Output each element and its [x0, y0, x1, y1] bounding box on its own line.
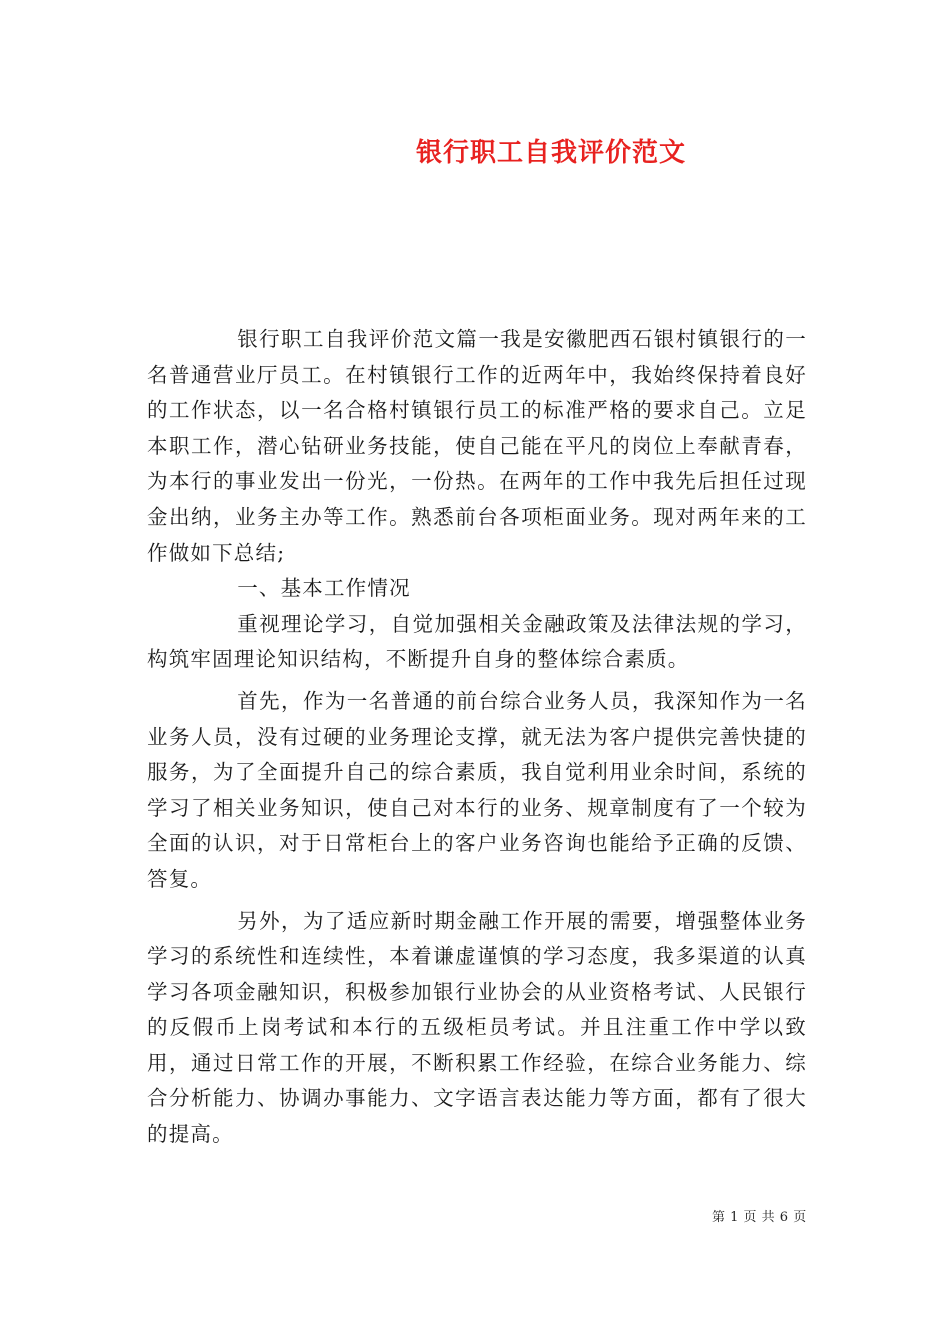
page-number: 第 1 页 共 6 页	[712, 1210, 807, 1225]
paragraph-intro: 银行职工自我评价范文篇一我是安徽肥西石银村镇银行的一名普通营业厅员工。在村镇银行工作的近两年中，我始终保持着良好的工作状态，以一名合格村镇银行员工的标准严格的要求自己。立足本职工作，潜心钻研业务技能，使自己能在平凡的岗位上奉献青春，为本行的事业发出一份光，一份热。在两年的工作中我先后担任过现金出纳，业务主办等工作。熟悉前台各项柜面业务。现对两年来的工作做如下总结;	[147, 327, 807, 565]
page-title: 银行职工自我评价范文	[415, 138, 686, 168]
document-body	[147, 322, 807, 1153]
paragraph-theory-study: 重视理论学习，自觉加强相关金融政策及法律法规的学习，构筑牢固理论知识结构，不断提升自身的整体综合素质。	[147, 611, 807, 672]
section-heading-basic-work: 一、基本工作情况	[237, 576, 411, 601]
paragraph-first: 首先，作为一名普通的前台综合业务人员，我深知作为一名业务人员，没有过硬的业务理论支撑，就无法为客户提供完善快捷的服务，为了全面提升自己的综合素质，我自觉利用业余时间，系统的学习了相关业务知识，使自己对本行的业务、规章制度有了一个较为全面的认识，对于日常柜台上的客户业务咨询也能给予正确的反馈、答复。	[147, 688, 807, 891]
paragraph-additionally: 另外，为了适应新时期金融工作开展的需要，增强整体业务学习的系统性和连续性，本着谦虚谨慎的学习态度，我多渠道的认真学习各项金融知识，积极参加银行业协会的从业资格考试、人民银行的反假币上岗考试和本行的五级柜员考试。并且注重工作中学以致用，通过日常工作的开展，不断积累工作经验，在综合业务能力、综合分析能力、协调办事能力、文字语言表达能力等方面，都有了很大的提高。	[147, 908, 807, 1147]
